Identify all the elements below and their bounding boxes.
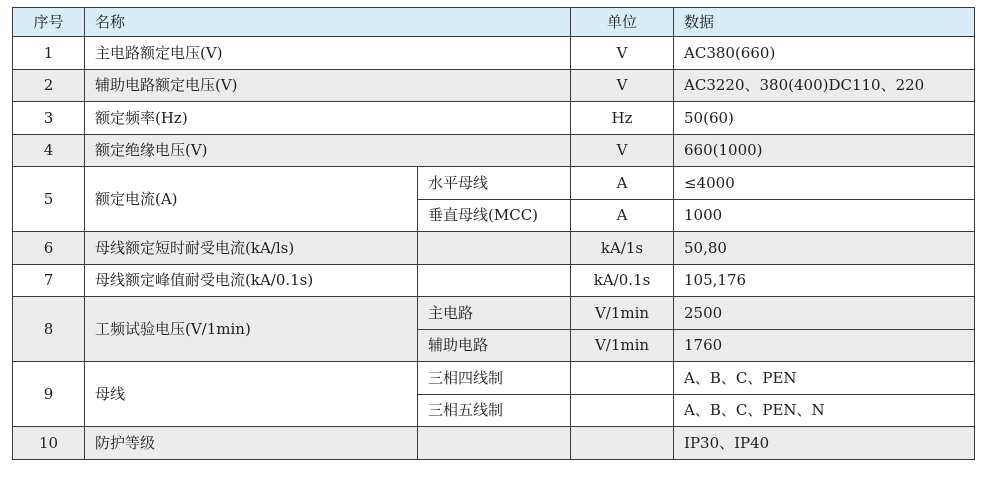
table-row	[13, 167, 975, 200]
row-name: 母线额定峰值耐受电流(kA/0.1s)	[85, 264, 418, 297]
row-data: 660(1000)	[674, 134, 975, 167]
header-no: 序号	[13, 8, 85, 37]
row-sub: 主电路	[418, 297, 571, 330]
table-row	[13, 232, 975, 265]
row-no: 3	[13, 102, 85, 135]
row-name: 母线	[85, 362, 418, 427]
row-unit: A	[571, 167, 674, 200]
row-data: 1760	[674, 329, 975, 362]
row-name: 额定绝缘电压(V)	[85, 134, 571, 167]
row-data: 105,176	[674, 264, 975, 297]
spec-table	[12, 7, 975, 460]
row-data: IP30、IP40	[674, 427, 975, 460]
row-data: 1000	[674, 199, 975, 232]
row-unit	[571, 394, 674, 427]
row-name: 母线额定短时耐受电流(kA/ls)	[85, 232, 418, 265]
row-no: 10	[13, 427, 85, 460]
row-no: 1	[13, 37, 85, 70]
row-data: A、B、C、PEN、N	[674, 394, 975, 427]
table-row	[13, 427, 975, 460]
row-unit: V	[571, 134, 674, 167]
row-sub: 三相四线制	[418, 362, 571, 395]
row-data: AC3220、380(400)DC110、220	[674, 69, 975, 102]
row-sub: 垂直母线(MCC)	[418, 199, 571, 232]
row-no: 8	[13, 297, 85, 362]
row-unit: V/1min	[571, 297, 674, 330]
row-name: 额定频率(Hz)	[85, 102, 571, 135]
row-data: A、B、C、PEN	[674, 362, 975, 395]
row-no: 4	[13, 134, 85, 167]
row-data: 50(60)	[674, 102, 975, 135]
table-header-row	[13, 8, 975, 37]
spec-table-container	[12, 7, 975, 460]
table-row	[13, 362, 975, 395]
row-unit: kA/1s	[571, 232, 674, 265]
row-name: 工频试验电压(V/1min)	[85, 297, 418, 362]
row-name: 防护等级	[85, 427, 418, 460]
row-unit: Hz	[571, 102, 674, 135]
row-sub: 水平母线	[418, 167, 571, 200]
row-unit: V/1min	[571, 329, 674, 362]
header-name: 名称	[85, 8, 571, 37]
header-unit: 单位	[571, 8, 674, 37]
row-no: 7	[13, 264, 85, 297]
row-unit	[571, 427, 674, 460]
row-no: 9	[13, 362, 85, 427]
row-unit: A	[571, 199, 674, 232]
row-data: ≤4000	[674, 167, 975, 200]
row-data: AC380(660)	[674, 37, 975, 70]
row-unit	[571, 362, 674, 395]
row-unit: V	[571, 37, 674, 70]
row-no: 6	[13, 232, 85, 265]
row-unit: V	[571, 69, 674, 102]
row-data: 2500	[674, 297, 975, 330]
table-row	[13, 37, 975, 70]
row-no: 2	[13, 69, 85, 102]
row-name: 额定电流(A)	[85, 167, 418, 232]
row-unit: kA/0.1s	[571, 264, 674, 297]
row-sub	[418, 264, 571, 297]
table-row	[13, 102, 975, 135]
row-data: 50,80	[674, 232, 975, 265]
row-sub: 辅助电路	[418, 329, 571, 362]
row-no: 5	[13, 167, 85, 232]
row-sub	[418, 427, 571, 460]
header-data: 数据	[674, 8, 975, 37]
row-sub	[418, 232, 571, 265]
table-row	[13, 69, 975, 102]
table-row	[13, 297, 975, 330]
table-row	[13, 264, 975, 297]
table-row	[13, 134, 975, 167]
row-sub: 三相五线制	[418, 394, 571, 427]
row-name: 辅助电路额定电压(V)	[85, 69, 571, 102]
row-name: 主电路额定电压(V)	[85, 37, 571, 70]
